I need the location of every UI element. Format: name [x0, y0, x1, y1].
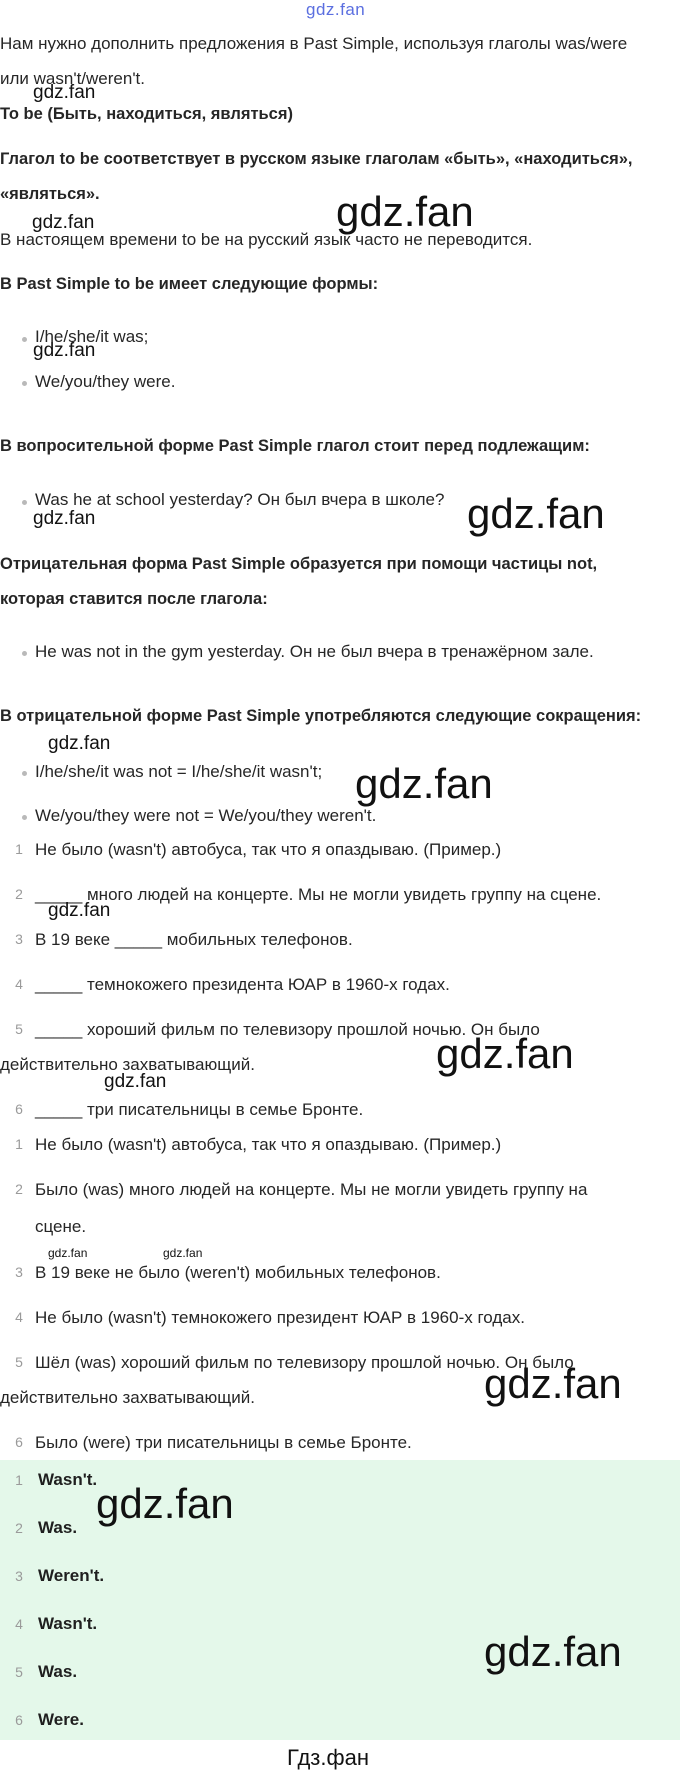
task-item-continued: действительно захватывающий.: [0, 1055, 255, 1074]
answer-number: 4: [15, 1616, 23, 1632]
task-number: 6: [15, 1101, 23, 1117]
intro-line-1: Нам нужно дополнить предложения в Past Simple, используя глаголы was/were: [0, 34, 628, 53]
watermark: gdz.fan: [484, 1360, 622, 1407]
watermark: gdz.fan: [163, 1246, 203, 1260]
question-heading: В вопросительной форме Past Simple глагол стоит перед подлежащим:: [0, 437, 590, 455]
task-item: В 19 веке _____ мобильных телефонов.: [35, 930, 353, 949]
bullet: [22, 381, 27, 386]
watermark: gdz.fan: [467, 490, 605, 537]
watermark: gdz.fan: [355, 760, 493, 807]
bullet: [22, 771, 27, 776]
theory-heading: To be (Быть, находиться, являться): [0, 105, 293, 123]
translation-number: 5: [15, 1354, 23, 1370]
footer-text: Гдз.фан: [287, 1745, 369, 1770]
task-item: _____ много людей на концерте. Мы не могли увидеть группу на сцене.: [35, 885, 602, 904]
answer-item: Was.: [38, 1518, 78, 1537]
bullet: [22, 337, 27, 342]
translation-item: Было (were) три писательницы в семье Бронте.: [35, 1433, 412, 1452]
translation-item: Не было (wasn't) автобуса, так что я опаздываю. (Пример.): [35, 1135, 502, 1154]
task-number: 5: [15, 1021, 23, 1037]
watermark: gdz.fan: [336, 188, 474, 235]
watermark: gdz.fan: [484, 1628, 622, 1675]
site-logo[interactable]: gdz.fan: [306, 0, 366, 19]
question-example: Was he at school yesterday? Он был вчера в школе?: [35, 490, 445, 509]
theory-p1-line-2: «являться».: [0, 185, 100, 203]
watermark: gdz.fan: [33, 508, 96, 529]
answer-item: Wasn't.: [38, 1614, 98, 1633]
contractions-item: I/he/she/it was not = I/he/she/it wasn't;: [35, 762, 323, 781]
bullet: [22, 815, 27, 820]
theory-p1-line-1: Глагол to be соответствует в русском языке глаголам «быть», «находиться»,: [0, 150, 633, 168]
forms-heading: В Past Simple to be имеет следующие формы:: [0, 275, 379, 293]
task-item: _____ темнокожего президента ЮАР в 1960-х годах.: [35, 975, 450, 994]
watermark: gdz.fan: [96, 1480, 234, 1527]
answer-item: Weren't.: [38, 1566, 105, 1585]
task-number: 2: [15, 886, 23, 902]
contractions-heading: В отрицательной форме Past Simple употребляются следующие сокращения:: [0, 707, 642, 725]
translation-item: Было (was) много людей на концерте. Мы не могли увидеть группу на: [35, 1180, 588, 1199]
watermark: gdz.fan: [436, 1030, 574, 1077]
answer-number: 6: [15, 1712, 23, 1728]
translation-item-continued: действительно захватывающий.: [0, 1388, 255, 1407]
watermark: gdz.fan: [48, 1246, 88, 1260]
task-item: _____ три писательницы в семье Бронте.: [35, 1100, 364, 1119]
theory-p2: В настоящем времени to be на русский язык часто не переводится.: [0, 230, 533, 249]
task-item: _____ хороший фильм по телевизору прошлой ночью. Он было: [35, 1020, 540, 1039]
watermark: gdz.fan: [48, 900, 111, 921]
translation-number: 4: [15, 1309, 23, 1325]
answer-item: Was.: [38, 1662, 78, 1681]
translation-item-continued: сцене.: [35, 1217, 87, 1236]
bullet: [22, 651, 27, 656]
translation-number: 3: [15, 1264, 23, 1280]
negative-line-2: которая ставится после глагола:: [0, 590, 268, 608]
task-number: 1: [15, 841, 23, 857]
watermark: gdz.fan: [33, 82, 96, 103]
intro-line-2: или wasn't/weren't.: [0, 69, 146, 88]
answer-item: Wasn't.: [38, 1470, 98, 1489]
translation-number: 2: [15, 1181, 23, 1197]
answer-item: Were.: [38, 1710, 84, 1729]
answer-number: 2: [15, 1520, 23, 1536]
task-item: Не было (wasn't) автобуса, так что я опаздываю. (Пример.): [35, 840, 502, 859]
translation-item: Шёл (was) хороший фильм по телевизору прошлой ночью. Он было: [35, 1353, 574, 1372]
watermark: gdz.fan: [33, 340, 96, 361]
translation-item: В 19 веке не было (weren't) мобильных телефонов.: [35, 1263, 441, 1282]
watermark: gdz.fan: [48, 733, 111, 754]
forms-item: We/you/they were.: [35, 372, 176, 391]
answer-number: 3: [15, 1568, 23, 1584]
task-number: 4: [15, 976, 23, 992]
task-number: 3: [15, 931, 23, 947]
watermark: gdz.fan: [104, 1071, 167, 1092]
translation-number: 1: [15, 1136, 23, 1152]
translation-item: Не было (wasn't) темнокожего президент ЮАР в 1960-х годах.: [35, 1308, 525, 1327]
answer-number: 5: [15, 1664, 23, 1680]
negative-example: He was not in the gym yesterday. Он не был вчера в тренажёрном зале.: [35, 642, 594, 661]
translation-number: 6: [15, 1434, 23, 1450]
bullet: [22, 500, 27, 505]
negative-line-1: Отрицательная форма Past Simple образуется при помощи частицы not,: [0, 555, 598, 573]
answer-number: 1: [15, 1472, 23, 1488]
watermark: gdz.fan: [32, 212, 95, 233]
contractions-item: We/you/they were not = We/you/they weren't.: [35, 806, 377, 825]
forms-item: I/he/she/it was;: [35, 327, 149, 346]
